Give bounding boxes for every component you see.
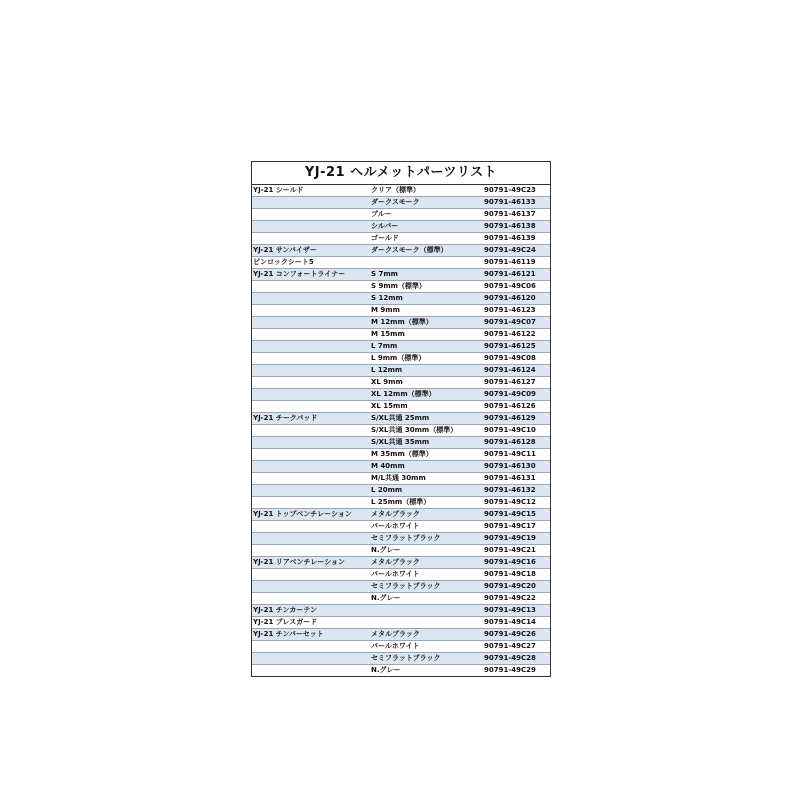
part-number-cell: 90791-49C15 <box>484 510 536 518</box>
part-number-cell: 90791-46123 <box>484 306 536 314</box>
part-name-cell <box>252 653 369 664</box>
part-name-cell <box>252 353 369 364</box>
part-number-cell: 90791-46132 <box>484 486 536 494</box>
part-name-cell <box>252 293 369 304</box>
part-name-cell <box>252 329 369 340</box>
part-name-cell <box>252 449 369 460</box>
part-number-cell: 90791-49C28 <box>484 654 536 662</box>
table-row <box>252 341 550 353</box>
variant-cell: メタルブラック <box>371 558 420 566</box>
part-number-cell: 90791-49C23 <box>484 186 536 194</box>
variant-cell: S/XL共通 30mm（標準） <box>371 426 458 434</box>
table-row <box>252 533 550 545</box>
variant-cell: S 12mm <box>371 294 403 302</box>
part-number-cell: 90791-49C20 <box>484 582 536 590</box>
part-name-cell: YJ-21 シールド <box>253 186 304 194</box>
part-name-cell <box>252 461 369 472</box>
table-row <box>252 221 550 233</box>
variant-cell: パールホワイト <box>371 642 420 650</box>
part-number-cell: 90791-49C17 <box>484 522 536 530</box>
part-number-cell: 90791-49C27 <box>484 642 536 650</box>
part-name-cell <box>252 389 369 400</box>
part-number-cell: 90791-49C19 <box>484 534 536 542</box>
variant-cell: シルバー <box>371 222 399 230</box>
table-row <box>252 185 550 197</box>
page-title: YJ-21 ヘルメットパーツリスト <box>252 161 550 185</box>
variant-cell: ブルー <box>371 210 392 218</box>
table-row <box>252 197 550 209</box>
variant-cell: M 15mm <box>371 330 405 338</box>
part-number-cell: 90791-49C21 <box>484 546 536 554</box>
part-name-cell: YJ-21 リアベンチレーション <box>253 558 346 566</box>
part-name-cell <box>252 437 369 448</box>
table-row <box>252 401 550 413</box>
table-row <box>252 233 550 245</box>
variant-cell: L 20mm <box>371 486 403 494</box>
part-name-cell <box>252 497 369 508</box>
part-name-cell <box>252 485 369 496</box>
variant-cell: M 12mm（標準） <box>371 318 433 326</box>
table-row <box>252 317 550 329</box>
part-number-cell: 90791-46128 <box>484 438 536 446</box>
part-name-cell <box>252 533 369 544</box>
table-row <box>252 269 550 281</box>
variant-cell: M 35mm（標準） <box>371 450 433 458</box>
table-row <box>252 377 550 389</box>
part-number-cell: 90791-49C14 <box>484 618 536 626</box>
part-number-cell: 90791-49C09 <box>484 390 536 398</box>
part-number-cell: 90791-49C07 <box>484 318 536 326</box>
part-name-cell: YJ-21 チークパッド <box>253 414 318 422</box>
table-row <box>252 629 550 641</box>
table-row <box>252 581 550 593</box>
variant-cell: パールホワイト <box>371 570 420 578</box>
table-row <box>252 365 550 377</box>
variant-cell: S 7mm <box>371 270 398 278</box>
variant-cell: N.グレー <box>371 594 401 602</box>
table-row <box>252 557 550 569</box>
variant-cell: N.グレー <box>371 546 401 554</box>
part-name-cell <box>252 665 369 676</box>
part-name-cell <box>252 221 369 232</box>
part-number-cell: 90791-46124 <box>484 366 536 374</box>
table-row <box>252 449 550 461</box>
variant-cell: セミフラットブラック <box>371 534 441 542</box>
part-name-cell <box>252 305 369 316</box>
part-number-cell: 90791-46139 <box>484 234 536 242</box>
part-name-cell: YJ-21 トップベンチレーション <box>253 510 352 518</box>
part-name-cell: YJ-21 チンカーテン <box>253 606 318 614</box>
variant-cell: M/L共通 30mm <box>371 474 426 482</box>
variant-cell: N.グレー <box>371 666 401 674</box>
variant-cell: ダークスモーク（標準） <box>371 246 448 254</box>
part-number-cell: 90791-46120 <box>484 294 536 302</box>
table-row <box>252 245 550 257</box>
table-row <box>252 569 550 581</box>
part-name-cell <box>252 377 369 388</box>
part-name-cell <box>252 641 369 652</box>
part-number-cell: 90791-49C13 <box>484 606 536 614</box>
part-number-cell: 90791-49C24 <box>484 246 536 254</box>
variant-cell: クリア（標準） <box>371 186 420 194</box>
part-number-cell: 90791-46129 <box>484 414 536 422</box>
variant-cell: M 40mm <box>371 462 405 470</box>
part-number-cell: 90791-46127 <box>484 378 536 386</box>
part-name-cell <box>252 365 369 376</box>
part-name-cell <box>252 401 369 412</box>
part-number-cell: 90791-49C10 <box>484 426 536 434</box>
variant-cell: メタルブラック <box>371 630 420 638</box>
variant-cell <box>369 605 482 616</box>
part-number-cell: 90791-49C22 <box>484 594 536 602</box>
part-number-cell: 90791-46137 <box>484 210 536 218</box>
table-row <box>252 545 550 557</box>
table-row <box>252 329 550 341</box>
part-name-cell: YJ-21 チンバーセット <box>253 630 324 638</box>
part-number-cell: 90791-46131 <box>484 474 536 482</box>
part-number-cell: 90791-46121 <box>484 270 536 278</box>
table-row <box>252 509 550 521</box>
table-row <box>252 209 550 221</box>
part-number-cell: 90791-46126 <box>484 402 536 410</box>
part-name-cell <box>252 317 369 328</box>
variant-cell: ゴールド <box>371 234 399 242</box>
part-number-cell: 90791-46119 <box>484 258 536 266</box>
variant-cell: パールホワイト <box>371 522 420 530</box>
variant-cell: メタルブラック <box>371 510 420 518</box>
variant-cell: S 9mm（標準） <box>371 282 426 290</box>
table-row <box>252 497 550 509</box>
part-number-cell: 90791-49C12 <box>484 498 536 506</box>
part-number-cell: 90791-46125 <box>484 342 536 350</box>
part-number-cell: 90791-49C11 <box>484 450 536 458</box>
part-name-cell <box>252 233 369 244</box>
part-number-cell: 90791-46133 <box>484 198 536 206</box>
table-row <box>252 605 550 617</box>
table-row <box>252 425 550 437</box>
table-body <box>252 185 550 676</box>
parts-list-table <box>251 161 551 677</box>
variant-cell: L 12mm <box>371 366 403 374</box>
part-name-cell: YJ-21 コンフォートライナー <box>253 270 346 278</box>
table-row <box>252 617 550 629</box>
table-row <box>252 293 550 305</box>
part-name-cell <box>252 341 369 352</box>
table-row <box>252 461 550 473</box>
part-name-cell <box>252 209 369 220</box>
table-row <box>252 389 550 401</box>
variant-cell: ダークスモーク <box>371 198 420 206</box>
part-number-cell: 90791-49C26 <box>484 630 536 638</box>
part-number-cell: 90791-46138 <box>484 222 536 230</box>
variant-cell: M 9mm <box>371 306 400 314</box>
part-name-cell <box>252 593 369 604</box>
table-row <box>252 353 550 365</box>
variant-cell: L 7mm <box>371 342 398 350</box>
part-name-cell <box>252 581 369 592</box>
part-name-cell <box>252 569 369 580</box>
part-name-cell: YJ-21 サンバイザー <box>253 246 317 254</box>
table-row <box>252 485 550 497</box>
table-row <box>252 257 550 269</box>
variant-cell: XL 15mm <box>371 402 408 410</box>
part-number-cell: 90791-49C29 <box>484 666 536 674</box>
part-name-cell <box>252 425 369 436</box>
variant-cell: S/XL共通 25mm <box>371 414 430 422</box>
variant-cell: セミフラットブラック <box>371 654 441 662</box>
table-row <box>252 413 550 425</box>
part-name-cell <box>252 197 369 208</box>
table-row <box>252 281 550 293</box>
variant-cell: L 25mm（標準） <box>371 498 431 506</box>
table-row <box>252 641 550 653</box>
variant-cell: S/XL共通 35mm <box>371 438 430 446</box>
table-row <box>252 473 550 485</box>
variant-cell <box>369 617 482 628</box>
table-row <box>252 653 550 665</box>
part-number-cell: 90791-49C06 <box>484 282 536 290</box>
part-name-cell: YJ-21 ブレスガード <box>253 618 318 626</box>
table-row <box>252 665 550 676</box>
part-number-cell: 90791-49C08 <box>484 354 536 362</box>
variant-cell <box>369 257 482 268</box>
part-name-cell <box>252 473 369 484</box>
table-row <box>252 521 550 533</box>
table-row <box>252 305 550 317</box>
variant-cell: XL 12mm（標準） <box>371 390 436 398</box>
table-row <box>252 593 550 605</box>
part-number-cell: 90791-49C16 <box>484 558 536 566</box>
variant-cell: セミフラットブラック <box>371 582 441 590</box>
part-name-cell: ピンロックシート5 <box>253 258 314 266</box>
variant-cell: L 9mm（標準） <box>371 354 426 362</box>
part-number-cell: 90791-49C18 <box>484 570 536 578</box>
part-name-cell <box>252 545 369 556</box>
part-number-cell: 90791-46122 <box>484 330 536 338</box>
variant-cell: XL 9mm <box>371 378 403 386</box>
part-number-cell: 90791-46130 <box>484 462 536 470</box>
part-name-cell <box>252 521 369 532</box>
part-name-cell <box>252 281 369 292</box>
table-row <box>252 437 550 449</box>
